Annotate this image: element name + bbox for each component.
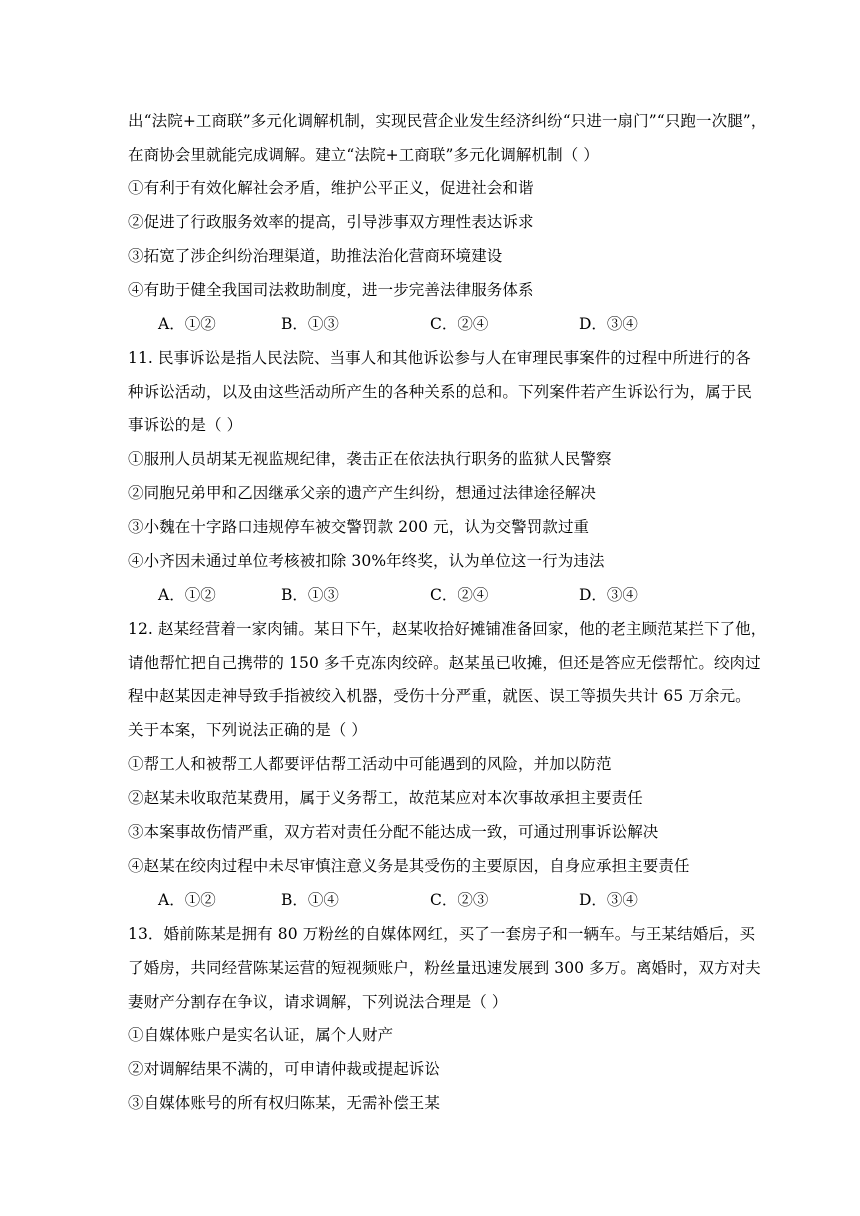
q12-option-b[interactable]: B．①④ bbox=[281, 891, 339, 909]
q10-item-4: ④有助于健全我国司法救助制度，进一步完善法律服务体系 bbox=[128, 281, 534, 299]
q12-item-3: ③本案事故伤情严重，双方若对责任分配不能达成一致，可通过刑事诉讼解决 bbox=[128, 823, 659, 841]
q12-item-2: ②赵某未收取范某费用，属于义务帮工，故范某应对本次事故承担主要责任 bbox=[128, 789, 643, 807]
q12-stem-line-1: 12. 赵某经营着一家肉铺。某日下午，赵某收拾好摊铺准备回家，他的老主顾范某拦下了他， bbox=[128, 620, 767, 638]
q13-item-1: ①自媒体账户是实名认证，属个人财产 bbox=[128, 1026, 394, 1044]
q12-option-a[interactable]: A．①② bbox=[158, 891, 216, 909]
q13-item-2: ②对调解结果不满的，可申请仲裁或提起诉讼 bbox=[128, 1060, 441, 1078]
q11-stem-line-1: 11. 民事诉讼是指人民法院、当事人和其他诉讼参与人在审理民事案件的过程中所进行的各 bbox=[128, 349, 751, 367]
q11-item-2: ②同胞兄弟甲和乙因继承父亲的遗产产生纠纷，想通过法律途径解决 bbox=[128, 484, 597, 502]
q12-item-1: ①帮工人和被帮工人都要评估帮工活动中可能遇到的风险，并加以防范 bbox=[128, 755, 612, 773]
q10-option-c[interactable]: C．②④ bbox=[430, 315, 489, 333]
q10-option-a[interactable]: A．①② bbox=[158, 315, 216, 333]
q11-item-1: ①服刑人员胡某无视监规纪律，袭击正在依法执行职务的监狱人民警察 bbox=[128, 450, 612, 468]
q12-options bbox=[158, 889, 718, 911]
q10-item-2: ②促进了行政服务效率的提高，引导涉事双方理性表达诉求 bbox=[128, 213, 534, 231]
q13-item-3: ③自媒体账号的所有权归陈某，无需补偿王某 bbox=[128, 1094, 441, 1112]
q12-stem-line-4: 关于本案，下列说法正确的是（ ） bbox=[128, 721, 368, 739]
q10-options bbox=[158, 313, 718, 335]
q11-item-4: ④小齐因未通过单位考核被扣除 30%年终奖，认为单位这一行为违法 bbox=[128, 552, 605, 570]
q10-stem-line-2: 在商协会里就能完成调解。建立“法院+工商联”多元化调解机制（ ） bbox=[128, 146, 599, 164]
q10-option-d[interactable]: D．③④ bbox=[579, 315, 638, 333]
q12-option-d[interactable]: D．③④ bbox=[579, 891, 638, 909]
q12-item-4: ④赵某在绞肉过程中未尽审慎注意义务是其受伤的主要原因，自身应承担主要责任 bbox=[128, 857, 690, 875]
q13-stem-line-2: 了婚房，共同经营陈某运营的短视频账户，粉丝量迅速发展到 300 多万。离婚时，双方对夫 bbox=[128, 959, 761, 977]
q12-option-c[interactable]: C．②③ bbox=[430, 891, 489, 909]
q11-option-a[interactable]: A．①② bbox=[158, 586, 216, 604]
q10-item-1: ①有利于有效化解社会矛盾，维护公平正义，促进社会和谐 bbox=[128, 179, 534, 197]
q11-option-d[interactable]: D．③④ bbox=[579, 586, 638, 604]
q11-option-c[interactable]: C．②④ bbox=[430, 586, 489, 604]
q11-stem-line-3: 事诉讼的是（ ） bbox=[128, 416, 243, 434]
q11-stem-line-2: 种诉讼活动，以及由这些活动所产生的各种关系的总和。下列案件若产生诉讼行为，属于民 bbox=[128, 383, 753, 401]
q13-stem-line-1: 13．婚前陈某是拥有 80 万粉丝的自媒体网红，买了一套房子和一辆车。与王某结婚后，买 bbox=[128, 925, 756, 943]
q10-option-b[interactable]: B．①③ bbox=[281, 315, 339, 333]
q11-option-b[interactable]: B．①③ bbox=[281, 586, 339, 604]
q11-options bbox=[158, 584, 718, 606]
q10-item-3: ③拓宽了涉企纠纷治理渠道，助推法治化营商环境建设 bbox=[128, 247, 503, 265]
q12-stem-line-3: 程中赵某因走神导致手指被绞入机器，受伤十分严重，就医、误工等损失共计 65 万余元。 bbox=[128, 687, 751, 705]
q12-stem-line-2: 请他帮忙把自己携带的 150 多千克冻肉绞碎。赵某虽已收摊，但还是答应无偿帮忙。绞肉过 bbox=[128, 654, 761, 672]
q11-item-3: ③小魏在十字路口违规停车被交警罚款 200 元，认为交警罚款过重 bbox=[128, 518, 590, 536]
q13-stem-line-3: 妻财产分割存在争议，请求调解，下列说法合理是（ ） bbox=[128, 993, 508, 1011]
q10-stem-line-1: 出“法院+工商联”多元化调解机制，实现民营企业发生经济纠纷“只进一扇门”“只跑一次腿”， bbox=[128, 112, 767, 130]
